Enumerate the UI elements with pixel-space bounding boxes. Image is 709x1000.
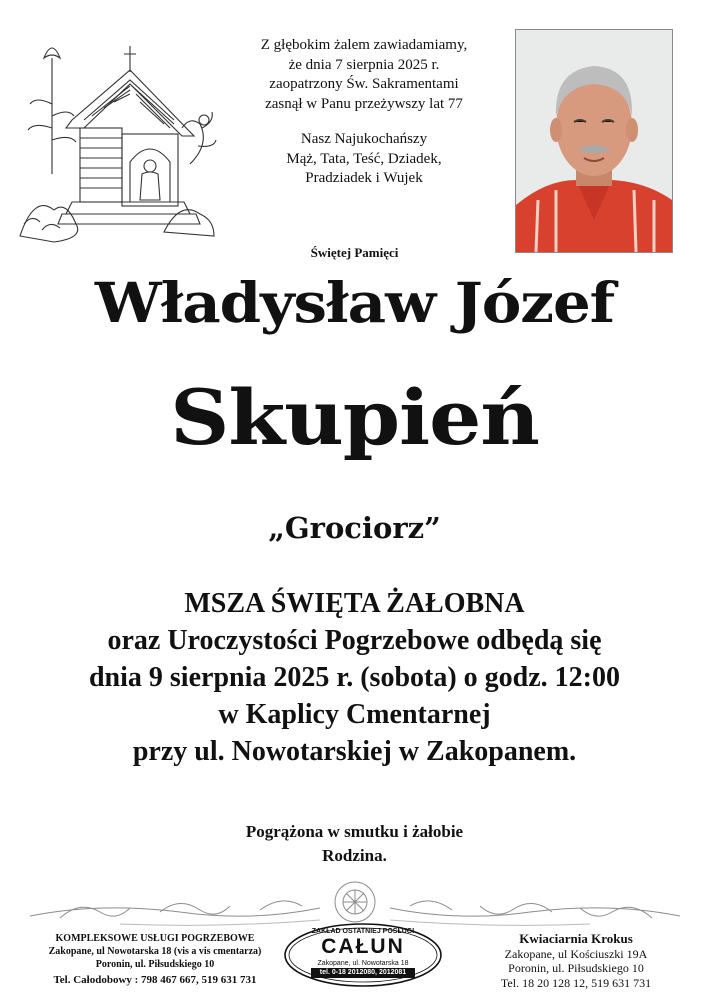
logo-tagline: ZAKŁAD OSTATNIEJ POSŁUGI [311, 928, 415, 935]
ceremony-info [0, 585, 709, 770]
logo-address: Zakopane, ul. Nowotarska 18 [317, 960, 409, 967]
service-line: KOMPLEKSOWE USŁUGI POGRZEBOWE [55, 933, 255, 944]
florist-info [448, 932, 704, 990]
service-line: Zakopane, ul Nowotarska 18 (vis a vis cmentarza) [48, 946, 262, 957]
ceremony-line: MSZA ŚWIĘTA ŻAŁOBNA [184, 588, 525, 619]
family-line: Rodzina. [322, 846, 387, 865]
florist-line: Zakopane, ul Kościuszki 19A [504, 946, 648, 961]
calun-logo [283, 922, 443, 988]
announcement-text [228, 36, 500, 189]
ceremony-line: w Kaplicy Cmentarnej [218, 699, 491, 730]
role-line: Nasz Najukochańszy [300, 131, 428, 147]
role-line: Mąż, Tata, Teść, Dziadek, [286, 150, 442, 167]
logo-name: CAŁUN [321, 935, 405, 958]
announcement-line: Z głębokim żalem zawiadamiamy, [260, 37, 468, 53]
service-phone: Tel. Całodobowy : 798 467 667, 519 631 731 [53, 974, 257, 986]
ceremony-line: dnia 9 sierpnia 2025 r. (sobota) o godz. 12:00 [88, 662, 620, 693]
announcement-line: że dnia 7 sierpnia 2025 r. [288, 56, 440, 73]
family-line: Pogrążona w smutku i żałobie [245, 822, 464, 841]
service-line: Poronin, ul. Piłsudskiego 10 [95, 959, 215, 970]
deceased-given-names: Władysław Józef [94, 270, 615, 335]
logo-phone: tel. 0-18 2012080, 2012081 [319, 969, 407, 976]
florist-line: Tel. 18 20 128 12, 519 631 731 [500, 975, 652, 990]
announcement-line: zaopatrzony Św. Sakramentami [269, 76, 459, 92]
ceremony-line: oraz Uroczystości Pogrzebowe odbędą się [107, 625, 602, 656]
portrait-photo [515, 29, 673, 253]
funeral-service-info [10, 932, 300, 987]
shrine-illustration [14, 24, 220, 244]
family-signature [0, 820, 709, 868]
memory-label: Świętej Pamięci [310, 245, 399, 260]
florist-name: Kwiaciarnia Krokus [519, 931, 633, 946]
deceased-surname: Skupień [170, 373, 539, 462]
deceased-nickname: „Grociorz” [268, 511, 441, 545]
role-line: Pradziadek i Wujek [305, 170, 423, 186]
ceremony-line: przy ul. Nowotarskiej w Zakopanem. [132, 736, 577, 767]
florist-line: Poronin, ul. Piłsudskiego 10 [508, 961, 644, 975]
announcement-line: zasnął w Panu przeżywszy lat 77 [265, 95, 463, 112]
